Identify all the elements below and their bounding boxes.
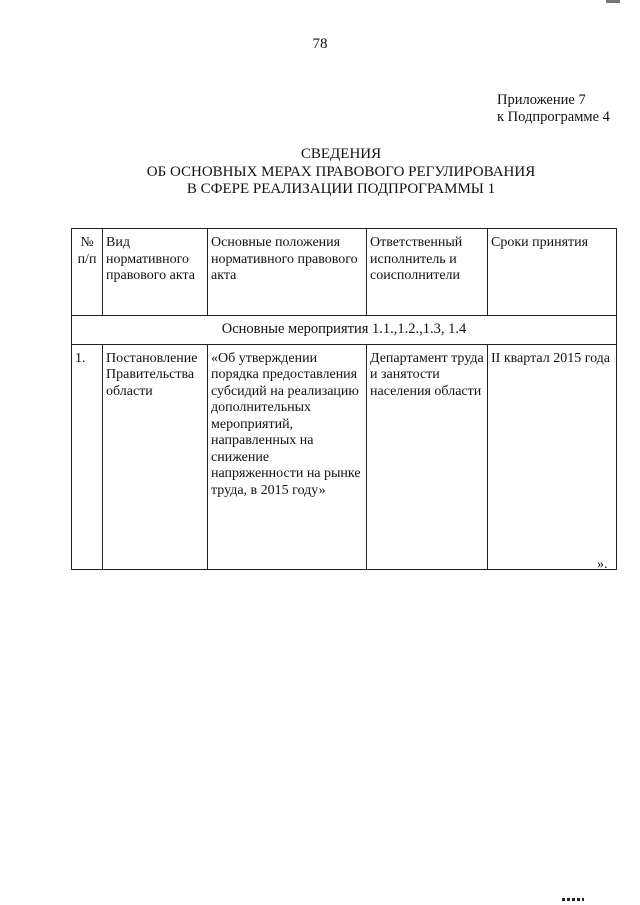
document-title bbox=[0, 146, 640, 199]
table-row bbox=[72, 344, 617, 569]
row-act-type: Постановление Правительства области bbox=[103, 344, 208, 569]
table-header-row bbox=[72, 229, 617, 316]
row-provisions: «Об утверждении порядка предоставления субсидий на реализацию дополнительных мероприятий, направленных на снижение напряженности на рынке труда, в 2015 году» bbox=[208, 344, 367, 569]
appendix-line-1: Приложение 7 bbox=[497, 92, 586, 108]
section-heading: Основные мероприятия 1.1.,1.2.,1.3, 1.4 bbox=[72, 316, 617, 345]
scan-artifact-top bbox=[606, 0, 620, 3]
header-deadline: Сроки принятия bbox=[488, 229, 617, 316]
closing-quote-mark: ». bbox=[597, 557, 608, 572]
title-line-1: СВЕДЕНИЯ bbox=[300, 146, 382, 162]
scan-artifact-bottom bbox=[562, 898, 584, 901]
row-deadline: II квартал 2015 года bbox=[488, 344, 617, 569]
appendix-reference bbox=[497, 92, 610, 126]
header-num: № п/п bbox=[72, 229, 103, 316]
measures-table bbox=[71, 228, 617, 570]
title-line-2: ОБ ОСНОВНЫХ МЕРАХ ПРАВОВОГО РЕГУЛИРОВАНИЯ bbox=[146, 163, 536, 180]
section-row bbox=[72, 316, 617, 345]
page-number: 78 bbox=[312, 36, 328, 52]
header-act-type: Вид нормативного правового акта bbox=[103, 229, 208, 316]
title-line-3: В СФЕРЕ РЕАЛИЗАЦИИ ПОДПРОГРАММЫ 1 bbox=[186, 181, 496, 197]
header-responsible: Ответственный исполнитель и соисполнители bbox=[367, 229, 488, 316]
row-responsible: Департамент труда и занятости населения области bbox=[367, 344, 488, 569]
header-provisions: Основные положения нормативного правового акта bbox=[208, 229, 367, 316]
appendix-line-2: к Подпрограмме 4 bbox=[497, 109, 610, 125]
row-num: 1. bbox=[72, 344, 103, 569]
